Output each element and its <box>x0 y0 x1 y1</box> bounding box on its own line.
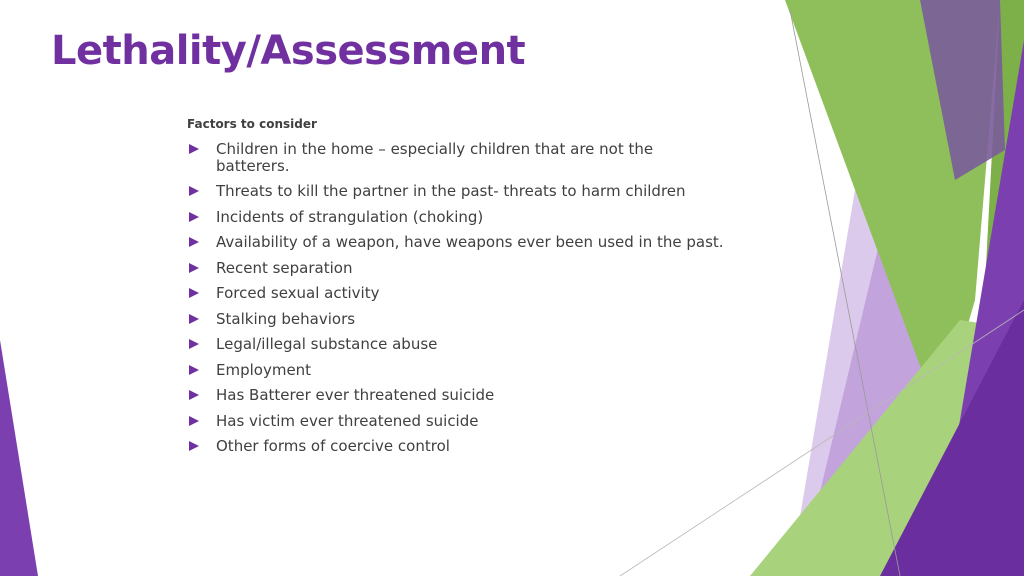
list-item-text: Employment <box>216 360 312 379</box>
list-item <box>187 311 727 328</box>
triangle-right-icon <box>189 441 199 451</box>
list-item <box>187 336 727 353</box>
list-item-text: Has victim ever threatened suicide <box>216 411 479 430</box>
list-item <box>187 260 727 277</box>
list-item <box>187 438 727 455</box>
list-item <box>187 413 727 430</box>
list-item-text: Incidents of strangulation (choking) <box>216 207 484 226</box>
list-item-text: Availability of a weapon, have weapons ever been used in the past. <box>216 233 724 251</box>
triangle-right-icon <box>189 390 199 400</box>
list-item <box>187 209 727 226</box>
section-subheading: Factors to consider <box>187 117 317 131</box>
list-item-text: Children in the home – especially children that are not the batterers. <box>216 140 654 175</box>
triangle-right-icon <box>189 314 199 324</box>
list-item-text: Other forms of coercive control <box>216 437 450 455</box>
triangle-right-icon <box>189 237 199 247</box>
triangle-right-icon <box>189 263 199 273</box>
list-item-text: Stalking behaviors <box>216 309 356 328</box>
triangle-right-icon <box>189 365 199 375</box>
list-item-text: Forced sexual activity <box>216 284 380 302</box>
list-item <box>187 141 727 174</box>
list-item-text: Recent separation <box>216 258 353 277</box>
list-item-text: Legal/illegal substance abuse <box>216 335 438 353</box>
left-purple-facet <box>0 340 38 576</box>
list-item-text: Threats to kill the partner in the past- threats to harm children <box>216 182 686 200</box>
triangle-right-icon <box>189 186 199 196</box>
list-item <box>187 387 727 404</box>
triangle-right-icon <box>189 212 199 222</box>
list-item <box>187 362 727 379</box>
triangle-right-icon <box>189 288 199 298</box>
slide-title: Lethality/Assessment <box>51 28 526 74</box>
triangle-right-icon <box>189 416 199 426</box>
list-item-text: Has Batterer ever threatened suicide <box>216 386 495 404</box>
list-item <box>187 285 727 302</box>
list-item <box>187 234 727 251</box>
triangle-right-icon <box>189 339 199 349</box>
list-item <box>187 183 727 200</box>
factor-list <box>187 141 727 464</box>
triangle-right-icon <box>189 144 199 154</box>
